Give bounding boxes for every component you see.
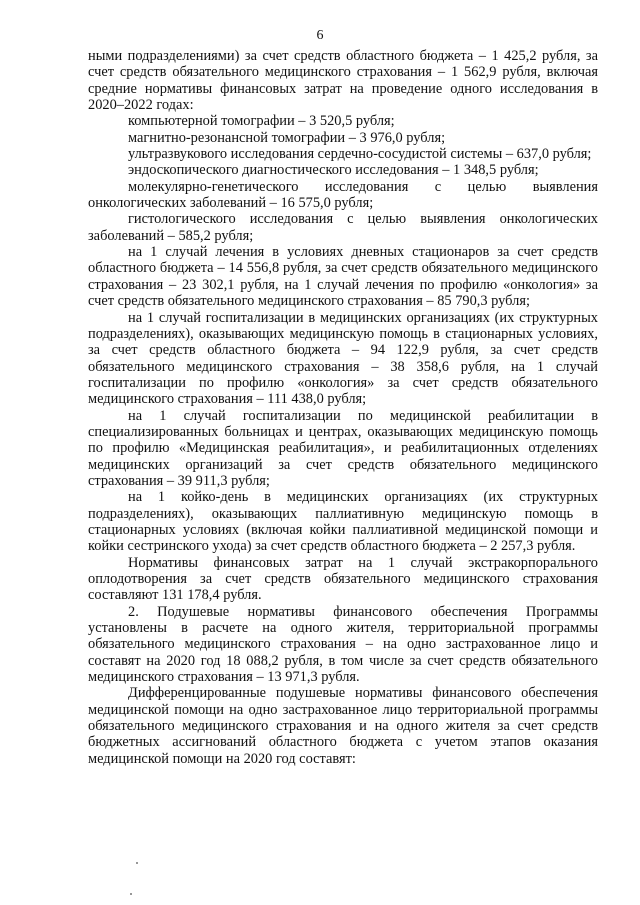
item-mri: магнитно-резонансной томографии – 3 976,0 рубля; [128, 129, 446, 146]
paragraph-continuation: ными подразделениями) за счет средств областного бюджета – 1 425,2 рубля, за счет средств обязательного медицинского страхования – 1 562,9 рубля, включая средние нормативы финансовых затрат на проведение одного исследования в 2020–2022 годах: [88, 48, 598, 114]
page-number: 6 [316, 28, 324, 43]
paragraph-differentiated-norms: Дифференцированные подушевые нормативы финансового обеспечения медицинской помощи на одно застрахованное лицо территориальной программы обязательного медицинского страхования и на одного жителя за счет средств бюджетных ассигнований областного бюджета с учетом этапов оказания медицинской помощи на 2020 год составят: [88, 685, 598, 767]
paragraph-rehabilitation: на 1 случай госпитализации по медицинской реабилитации в специализированных больницах и центрах, оказывающих медицинскую помощь по профилю «Медицинская реабилитация», и реабилитационных отделениях медицинских организаций за счет средств обязательного медицинского страхования – 39 911,3 рубля; [88, 407, 598, 489]
item-endoscopy: эндоскопического диагностического исследования – 1 348,5 рубля; [128, 162, 539, 179]
scan-speck [136, 862, 138, 864]
document-body [88, 48, 598, 767]
paragraph-hospitalization: на 1 случай госпитализации в медицинских организациях (их структурных подразделениях), оказывающих медицинскую помощь в стационарных условиях, за счет средств областного бюджета – 94 122,9 рубля, за счет средств обязательного медицинского страхования – 38 358,6 рубля, на 1 случай госпитализации по профилю «онкология» за счет средств обязательного медицинского страхования – 111 438,0 рубля; [88, 309, 598, 408]
item-molecular-genetic: молекулярно-генетического исследования с целью выявления онкологических заболеваний – 16 575,0 рубля; [88, 178, 598, 212]
paragraph-per-capita-norms: 2. Подушевые нормативы финансового обеспечения Программы установлены в расчете на одного жителя, территориальной программы обязательного медицинского страхования – на одно застрахованное лицо и составят на 2020 год 18 088,2 рубля, в том числе за счет средств обязательного медицинского страхования – 13 971,3 рубля. [88, 603, 598, 686]
paragraph-palliative-bed-day: на 1 койко-день в медицинских организациях (их структурных подразделениях), оказывающих паллиативную медицинскую помощь в стационарных условиях (включая койки паллиативной медицинской помощи и койки сестринского ухода) за счет средств областного бюджета – 2 257,3 рубля. [88, 489, 598, 555]
item-histology: гистологического исследования с целью выявления онкологических заболеваний – 585,2 рубля; [88, 211, 598, 244]
paragraph-ivf-norms: Нормативы финансовых затрат на 1 случай экстракорпорального оплодотворения за счет средств обязательного медицинского страхования составляют 131 178,4 рубля. [88, 554, 598, 604]
scan-speck [130, 893, 132, 895]
item-cardiac-ultrasound: ультразвукового исследования сердечно-сосудистой системы – 637,0 рубля; [128, 146, 592, 163]
paragraph-day-hospital: на 1 случай лечения в условиях дневных стационаров за счет средств областного бюджета – 14 556,8 рубля, за счет средств обязательного медицинского страхования – 23 302,1 рубля, на 1 случай лечения по профилю «онкология» за счет средств обязательного медицинского страхования – 85 790,3 рубля; [88, 244, 598, 310]
item-computed-tomography: компьютерной томографии – 3 520,5 рубля; [128, 113, 395, 130]
